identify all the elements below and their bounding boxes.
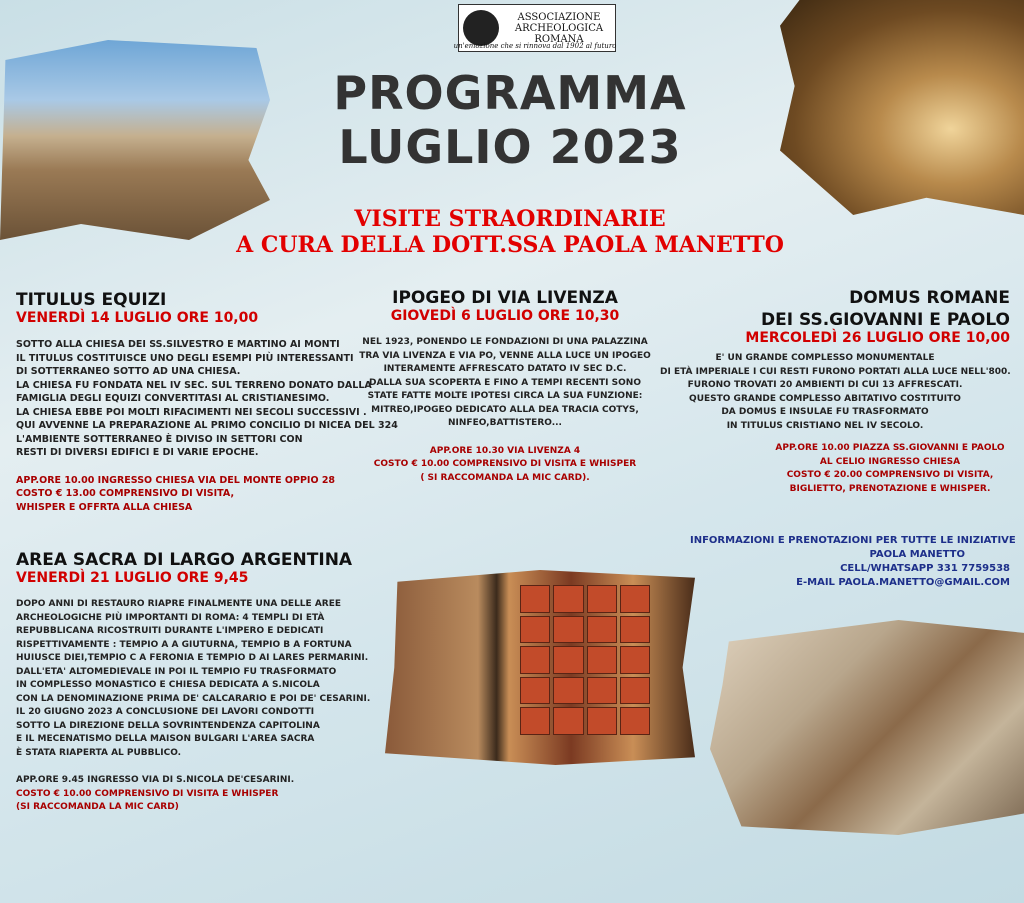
logo-emblem-icon [463, 10, 499, 46]
section-heading: AREA SACRA DI LARGO ARGENTINA [16, 550, 353, 570]
section-argentina [16, 550, 386, 815]
section-heading: DOMUS ROMANE [849, 288, 1010, 308]
section-info-plain: APP.ORE 9.45 INGRESSO VIA DI S.NICOLA DE'CESARINI. [16, 775, 295, 785]
section-heading: TITULUS EQUIZI [16, 290, 167, 310]
section-date: GIOVEDÌ 6 LUGLIO ORE 10,30 [390, 308, 620, 324]
section-domus-text [660, 352, 1011, 433]
section-body: E' UN GRANDE COMPLESSO MONUMENTALE DI ETÀ IMPERIALE I CUI RESTI FURONO PORTATI ALLA LUCE NELL'800. FURONO TROVATI 20 AMBIENTI DI CUI 13 AFFRESCATI. QUESTO GRANDE COMPLESSO ABITATIVO COSTITUITO DA DOMUS E INSULAE FU TRASFORMATO IN TITULUS CRISTIANO NEL IV SECOLO. [660, 353, 1011, 431]
section-domus-info [770, 442, 1010, 496]
section-info: COSTO € 10.00 COMPRENSIVO DI VISITA E WHISPER (SI RACCOMANDA LA MIC CARD) [16, 788, 279, 812]
page-title: PROGRAMMA LUGLIO 2023 [333, 66, 687, 174]
contact-email[interactable]: E-MAIL PAOLA.MANETTO@GMAIL.COM [796, 577, 1010, 588]
logo-tagline: un'emozione che si rinnova dal 1902 al futuro [453, 42, 617, 50]
section-ipogeo [345, 288, 665, 485]
section-titulus [16, 290, 398, 514]
domus-interior-photo [710, 620, 1024, 835]
fresco-grid-decoration [520, 585, 650, 735]
section-heading-line2: DEI SS.GIOVANNI E PAOLO [761, 310, 1010, 330]
section-domus [650, 288, 1010, 346]
section-body: SOTTO ALLA CHIESA DEI SS.SILVESTRO E MARTINO AI MONTI IL TITULUS COSTITUISCE UNO DEGLI ESEMPI PIÙ INTERESSANTI DI SOTTERRANEO SOTTO AD UNA CHIESA. LA CHIESA FU FONDATA NEL IV SEC. SUL TERRENO DONATO DALLA FAMIGLIA DEGLI EQUIZI CONVERTITASI AL CRISTIANESIMO. LA CHIESA EBBE POI MOLTI RIFACIMENTI NEI SECOLI SUCCESSIVI . QUI AVVENNE LA PREPARAZIONE AL PRIMO CONCILIO DI NICEA DEL 324 L'AMBIENTE SOTTERRANEO È DIVISO IN SETTORI CON RESTI DI DIVERSI EDIFICI E DI VARIE EPOCHE. [16, 339, 398, 458]
section-heading: IPOGEO DI VIA LIVENZA [392, 288, 618, 308]
section-date: VENERDÌ 21 LUGLIO ORE 9,45 [16, 570, 249, 586]
contacts-info: INFORMAZIONI E PRENOTAZIONI PER TUTTE LE INIZIATIVE PAOLA MANETTO CELL/WHATSAPP 331 7759538 E-MAIL PAOLA.MANETTO@GMAIL.COM [690, 535, 1016, 588]
contacts-block [690, 534, 1016, 590]
section-date: VENERDÌ 14 LUGLIO ORE 10,00 [16, 310, 259, 326]
section-info: APP.ORE 10.30 VIA LIVENZA 4 COSTO € 10.00 COMPRENSIVO DI VISITA E WHISPER ( SI RACCOMANDA LA MIC CARD). [373, 445, 637, 483]
page-subtitle: VISITE STRAORDINARIE A CURA DELLA DOTT.SSA PAOLA MANETTO [236, 206, 784, 258]
section-info: APP.ORE 10.00 INGRESSO CHIESA VIA DEL MONTE OPPIO 28 COSTO € 13.00 COMPRENSIVO DI VISITA, WHISPER E OFFRTA ALLA CHIESA [16, 474, 336, 513]
ipogeo-corridor-photo [780, 0, 1024, 215]
section-body: DOPO ANNI DI RESTAURO RIAPRE FINALMENTE UNA DELLE AREE ARCHEOLOGICHE PIÙ IMPORTANTI DI ROMA: 4 TEMPLI DI ETÀ REPUBBLICANA RICOSTRUITI DURANTE L'IMPERO E DEDICATI RISPETTIVAMENTE : TEMPIO A A GIUTURNA, TEMPIO B A FORTUNA HUIUSCE DIEI,TEMPIO C A FERONIA E TEMPIO D AI LARES PERMARINI. DALL'ETA' ALTOMEDIEVALE IN POI IL TEMPIO FU TRASFORMATO IN COMPLESSO MONASTICO E CHIESA DEDICATA A S.NICOLA CON LA DENOMINAZIONE PRIMA DE' CALCARARIO E POI DE' CESARINI. IL 20 GIUGNO 2023 A CONCLUSIONE DEI LAVORI CONDOTTI SOTTO LA DIREZIONE DELLA SOVRINTENDENZA CAPITOLINA E IL MECENATISMO DELLA MAISON BULGARI L'AREA SACRA È STATA RIAPERTA AL PUBBLICO. [16, 599, 371, 758]
logo-text: ASSOCIAZIONE ARCHEOLOGICA ROMANA [514, 11, 604, 45]
section-date: MERCOLEDÌ 26 LUGLIO ORE 10,00 [745, 330, 1010, 346]
section-info: APP.ORE 10.00 PIAZZA SS.GIOVANNI E PAOLO AL CELIO INGRESSO CHIESA COSTO € 20.00 COMPRENSIVO DI VISITA, BIGLIETTO, PRENOTAZIONE E WHISPER. [775, 443, 1005, 494]
section-body: NEL 1923, PONENDO LE FONDAZIONI DI UNA PALAZZINA TRA VIA LIVENZA E VIA PO, VENNE ALLA LUCE UN IPOGEO INTERAMENTE AFFRESCATO DATATO IV SEC D.C. DALLA SUA SCOPERTA E FINO A TEMPI RECENTI SONO STATE FATTE MOLTE IPOTESI CIRCA LA SUA FUNZIONE: MITREO,IPOGEO DEDICATO ALLA DEA TRACIA COTYS, NINFEO,BATTISTERO... [359, 337, 651, 428]
